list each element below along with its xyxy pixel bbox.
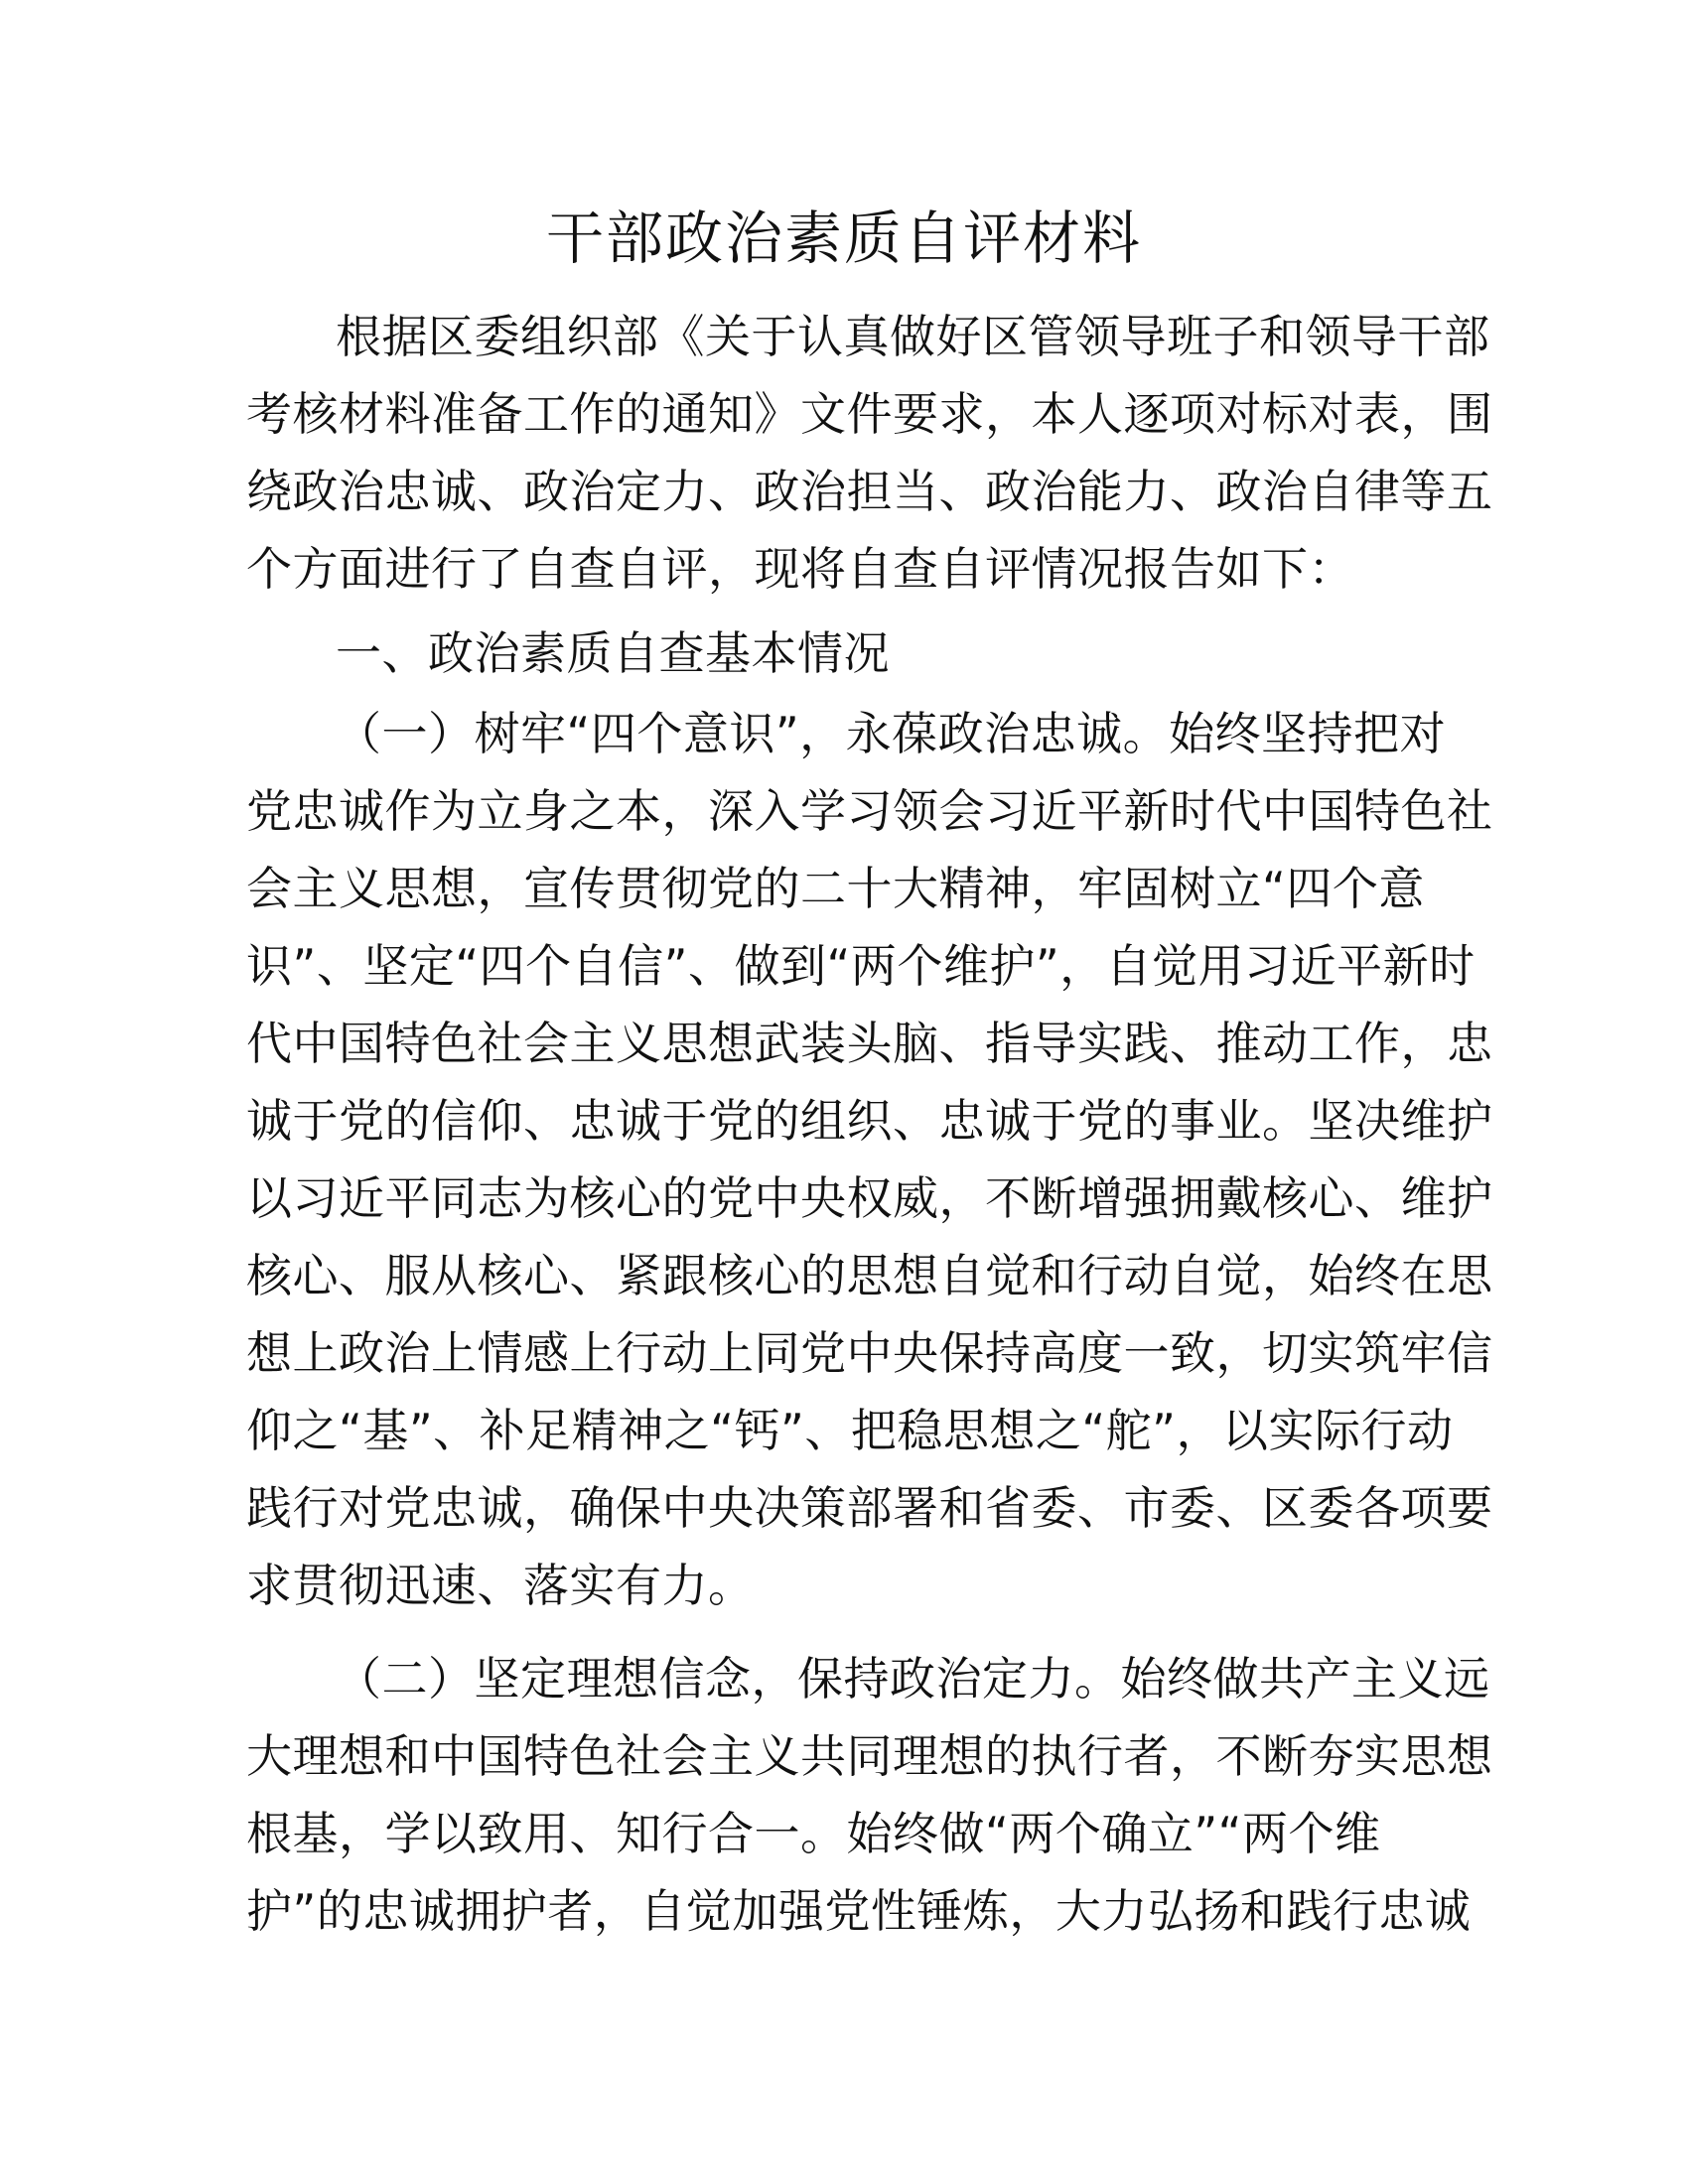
paragraph-line: 诚于党的信仰、忠诚于党的组织、忠诚于党的事业。坚决维护	[246, 1094, 1493, 1148]
paragraph-line: 践行对党忠诚，确保中央决策部署和省委、市委、区委各项要	[246, 1481, 1493, 1535]
paragraph-line: 考核材料准备工作的通知》文件要求，本人逐项对标对表，围	[246, 387, 1493, 441]
paragraph-line: 个方面进行了自查自评，现将自查自评情况报告如下：	[246, 542, 1354, 596]
paragraph-line: 识”、坚定“四个自信”、做到“两个维护”，自觉用习近平新时	[246, 939, 1476, 993]
paragraph-line: 根基，学以致用、知行合一。始终做“两个确立”“两个维	[246, 1807, 1381, 1860]
paragraph-line: 大理想和中国特色社会主义共同理想的执行者，不断夯实思想	[246, 1729, 1493, 1783]
paragraph-line: 想上政治上情感上行动上同党中央保持高度一致，切实筑牢信	[246, 1326, 1493, 1380]
paragraph-line: 会主义思想，宣传贯彻党的二十大精神，牢固树立“四个意	[246, 862, 1425, 915]
paragraph-line: 求贯彻迅速、落实有力。	[246, 1559, 755, 1612]
section-heading: 一、政治素质自查基本情况	[336, 626, 890, 680]
paragraph-line: 党忠诚作为立身之本，深入学习领会习近平新时代中国特色社	[246, 784, 1493, 838]
paragraph-line: 以习近平同志为核心的党中央权威，不断增强拥戴核心、维护	[246, 1171, 1493, 1225]
paragraph-line: 核心、服从核心、紧跟核心的思想自觉和行动自觉，始终在思	[246, 1249, 1493, 1302]
paragraph-line: 绕政治忠诚、政治定力、政治担当、政治能力、政治自律等五	[246, 465, 1493, 518]
paragraph-line: （二）坚定理想信念，保持政治定力。始终做共产主义远	[336, 1652, 1490, 1706]
paragraph-line: 代中国特色社会主义思想武装头脑、指导实践、推动工作，忠	[246, 1017, 1493, 1070]
paragraph-line: 根据区委组织部《关于认真做好区管领导班子和领导干部	[336, 310, 1490, 363]
document-title: 干部政治素质自评材料	[545, 205, 1142, 272]
paragraph-line: 护”的忠诚拥护者，自觉加强党性锤炼，大力弘扬和践行忠诚	[246, 1884, 1472, 1938]
paragraph-line: （一）树牢“四个意识”，永葆政治忠诚。始终坚持把对	[336, 707, 1447, 760]
paragraph-line: 仰之“基”、补足精神之“钙”、把稳思想之“舵”，以实际行动	[246, 1404, 1454, 1457]
